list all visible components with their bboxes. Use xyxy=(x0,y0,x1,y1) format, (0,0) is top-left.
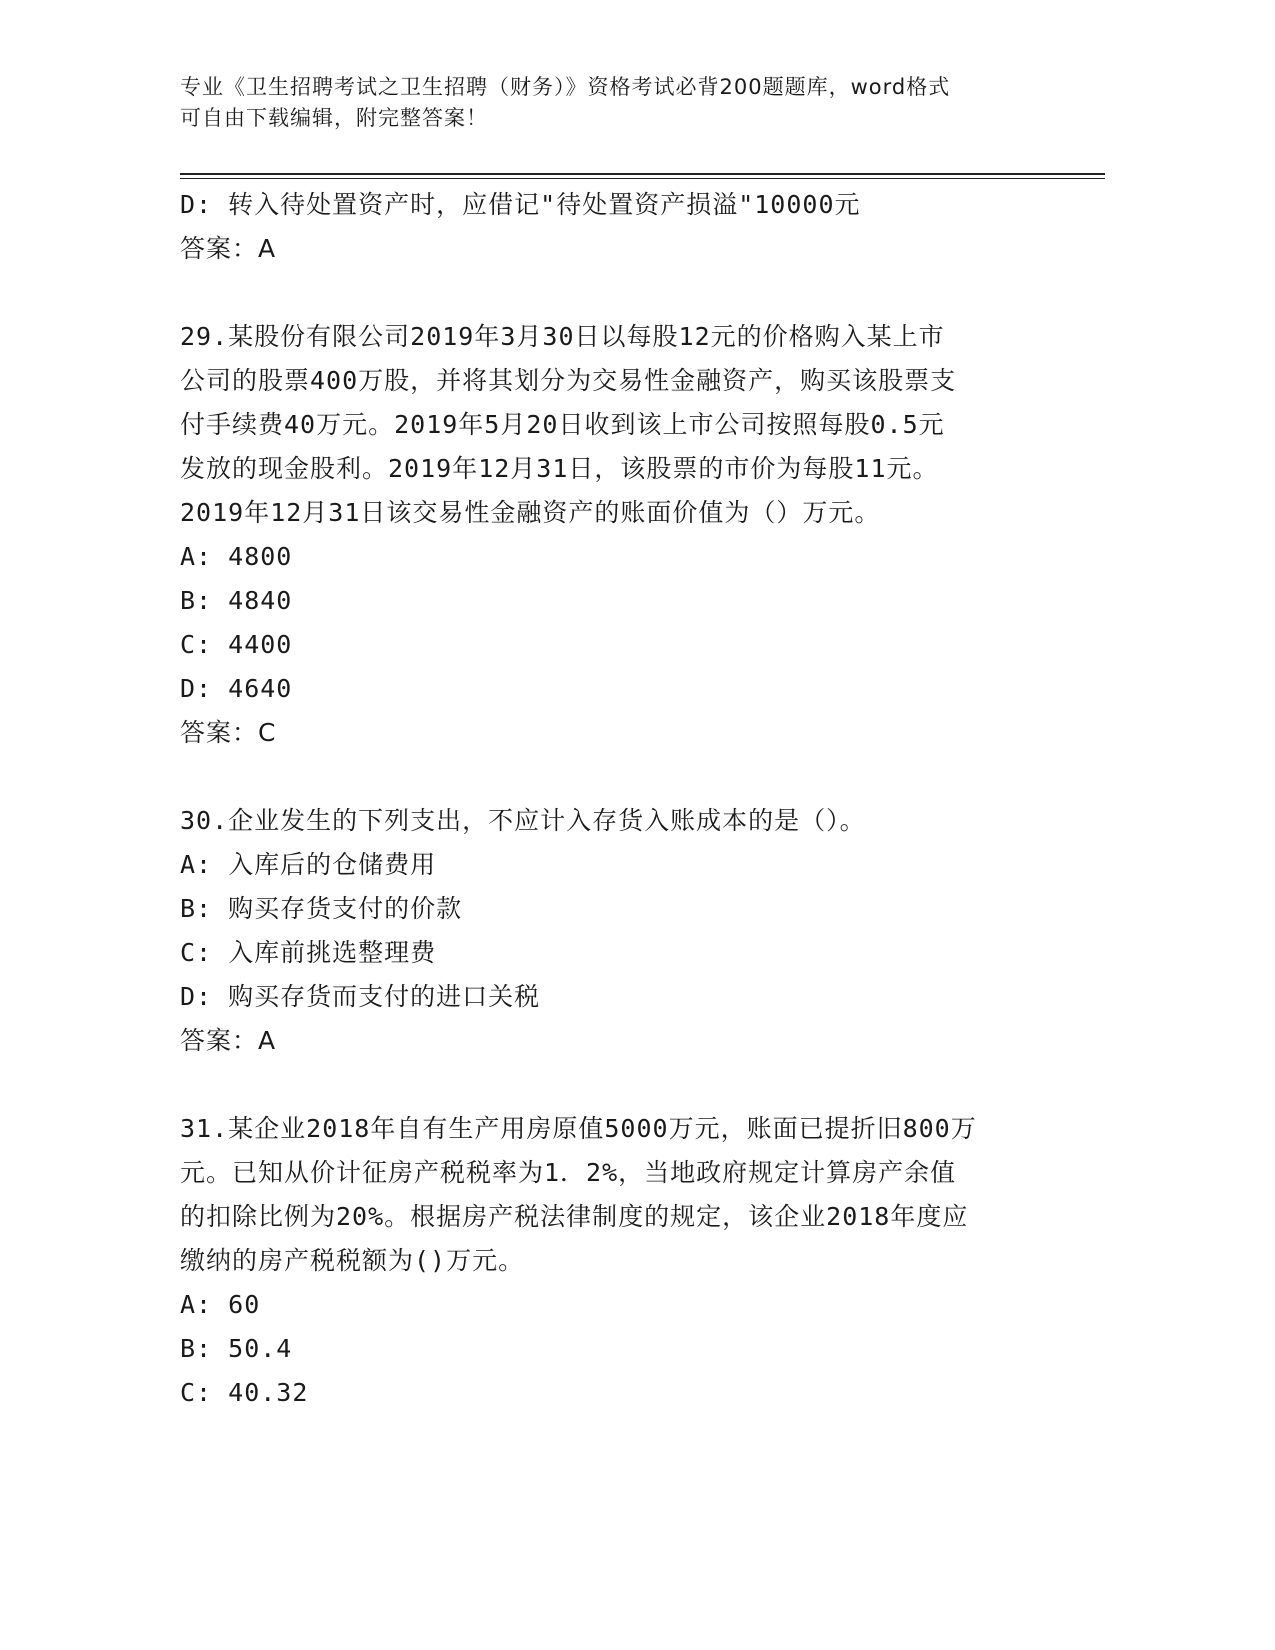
header-divider-thick xyxy=(180,173,1105,175)
question-content xyxy=(180,183,1050,1415)
question-stem-line: 2019年12月31日该交易性金融资产的账面价值为（）万元。 xyxy=(180,498,881,527)
option-c: C: 40.32 xyxy=(180,1378,309,1407)
question-stem-line: 31.某企业2018年自有生产用房原值5000万元，账面已提折旧800万 xyxy=(180,1114,977,1143)
answer-line: 答案：A xyxy=(180,234,277,263)
option-a: A: 入库后的仓储费用 xyxy=(180,850,437,879)
question-stem-line: 公司的股票400万股，并将其划分为交易性金融资产，购买该股票支 xyxy=(180,366,957,395)
option-b: B: 购买存货支付的价款 xyxy=(180,894,463,923)
question-stem-line: 30.企业发生的下列支出，不应计入存货入账成本的是（）。 xyxy=(180,806,866,835)
question-29 xyxy=(180,315,1050,755)
question-stem-line: 元。已知从价计征房产税税率为1．2%，当地政府规定计算房产余值 xyxy=(180,1158,957,1187)
option-a: A: 4800 xyxy=(180,542,293,571)
option-c: C: 入库前挑选整理费 xyxy=(180,938,437,967)
question-28-tail xyxy=(180,183,1050,271)
spacer xyxy=(180,755,1050,799)
answer-line: 答案：A xyxy=(180,1026,277,1055)
option-b: B: 50.4 xyxy=(180,1334,293,1363)
option-b: B: 4840 xyxy=(180,586,293,615)
header-title-line-2: 可自由下载编辑，附完整答案！ xyxy=(180,106,488,130)
question-stem-line: 的扣除比例为20%。根据房产税法律制度的规定，该企业2018年度应 xyxy=(180,1202,969,1231)
question-stem-line: 付手续费40万元。2019年5月20日收到该上市公司按照每股0.5元 xyxy=(180,410,945,439)
answer-line: 答案：C xyxy=(180,718,277,747)
question-stem-line: 发放的现金股利。2019年12月31日，该股票的市价为每股11元。 xyxy=(180,454,939,483)
option-a: A: 60 xyxy=(180,1290,261,1319)
question-30 xyxy=(180,799,1050,1063)
header-title-line-1: 专业《卫生招聘考试之卫生招聘（财务）》资格考试必背200题题库，word格式 xyxy=(180,75,951,99)
question-stem-line: 缴纳的房产税税额为()万元。 xyxy=(180,1246,525,1275)
option-d: D: 4640 xyxy=(180,674,293,703)
option-d: D: 购买存货而支付的进口关税 xyxy=(180,982,541,1011)
spacer xyxy=(180,271,1050,315)
header-divider-thin xyxy=(180,178,1105,179)
document-header xyxy=(180,72,1040,134)
question-stem-line: 29.某股份有限公司2019年3月30日以每股12元的价格购入某上市 xyxy=(180,322,945,351)
spacer xyxy=(180,1063,1050,1107)
option-d: D: 转入待处置资产时，应借记"待处置资产损溢"10000元 xyxy=(180,190,861,219)
option-c: C: 4400 xyxy=(180,630,293,659)
question-31 xyxy=(180,1107,1050,1415)
